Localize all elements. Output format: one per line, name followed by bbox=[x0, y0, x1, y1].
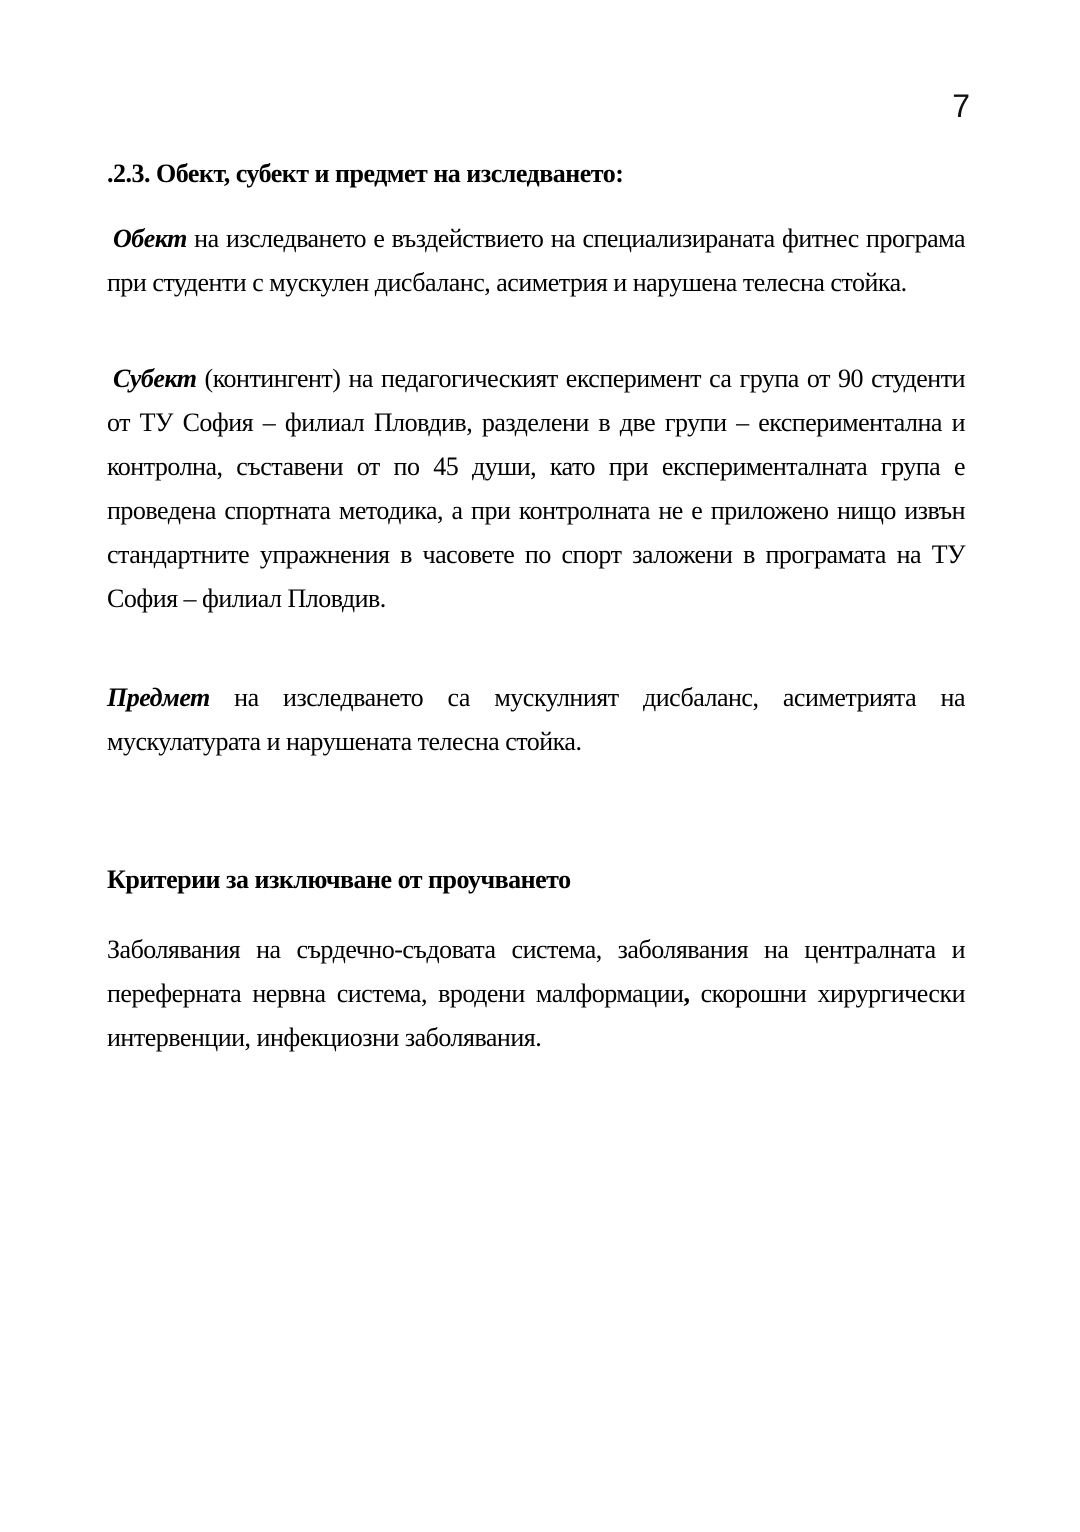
paragraph-subject bbox=[107, 357, 965, 621]
lead-word-subject-matter: Предмет bbox=[107, 683, 210, 712]
page-number: 7 bbox=[952, 88, 970, 124]
section-heading-object-subject: .2.3. Обект, субект и предмет на изследването: bbox=[107, 159, 624, 188]
paragraph-object bbox=[107, 217, 965, 305]
section-heading-exclusion-criteria: Критерии за изключване от проучването bbox=[107, 865, 571, 894]
paragraph-exclusion-part1: Заболявания на сърдечно-съдовата система, заболявания на централната и переферната нервна система, вродени малформации bbox=[107, 935, 965, 1008]
lead-word-object: Обект bbox=[113, 224, 187, 253]
paragraph-exclusion-bold-comma: , bbox=[683, 979, 690, 1008]
paragraph-exclusion-criteria bbox=[107, 928, 965, 1060]
paragraph-object-text: на изследването е въздействието на специализираната фитнес програма при студенти с мускулен дисбаланс, асиметрия и нарушена телесна стойка. bbox=[107, 224, 965, 297]
paragraph-subject-matter-text: на изследването са мускулният дисбаланс, асиметрията на мускулатурата и нарушената телесна стойка. bbox=[107, 683, 965, 756]
lead-word-subject: Субект bbox=[113, 364, 197, 393]
paragraph-subject-matter bbox=[107, 676, 965, 764]
paragraph-exclusion-part2: скорошни хирургически интервенции, инфекциозни заболявания. bbox=[107, 979, 966, 1052]
paragraph-subject-text: (контингент) на педагогическият експеримент са група от 90 студенти от ТУ София – филиал Пловдив, разделени в две групи – експериментална и контролна, съставени от по 45 души, като при експерименталната група е проведена спортната методика, а при контролната не е приложено нищо извън стандартните упражнения в часовете по спорт заложени в програмата на ТУ София – филиал Пловдив. bbox=[107, 364, 965, 613]
